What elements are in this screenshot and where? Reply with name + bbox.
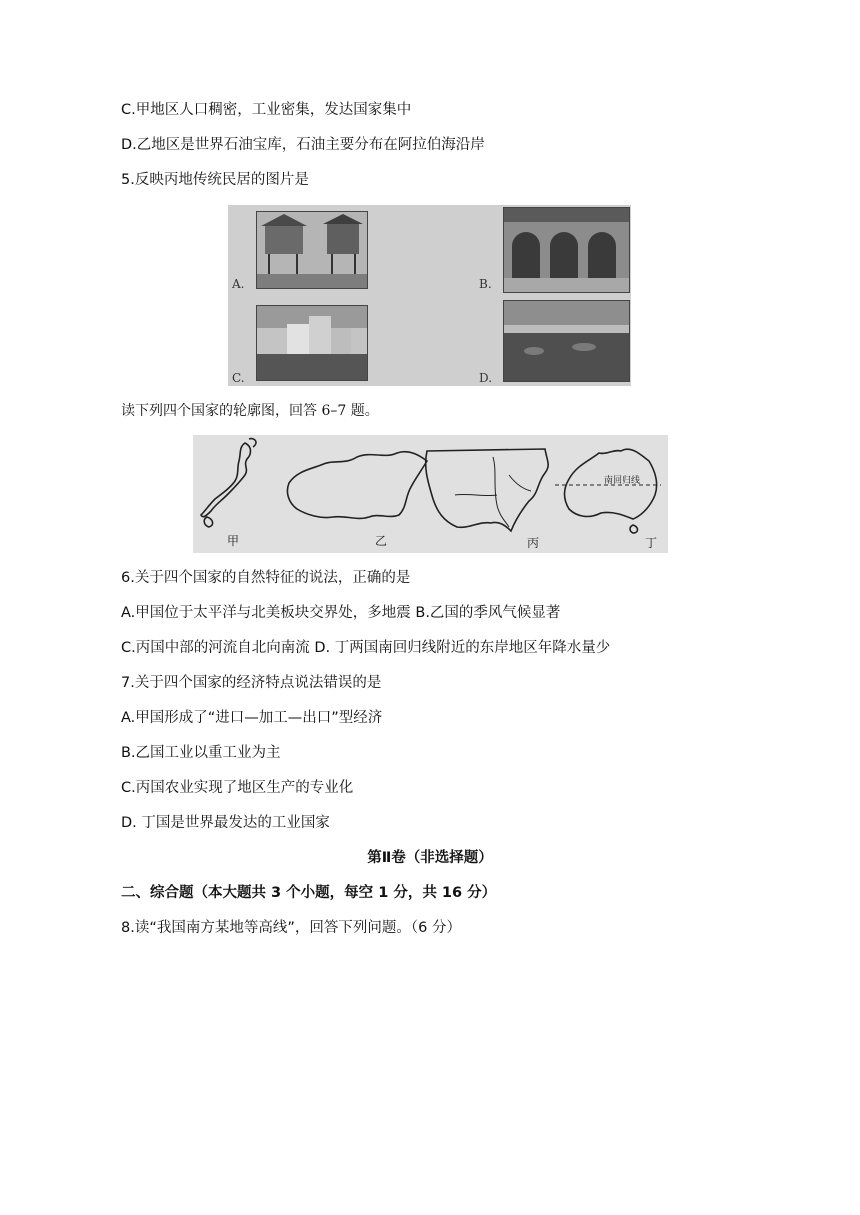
q5-photo-panel bbox=[228, 205, 631, 386]
q6-7-intro: 读下列四个国家的轮廓图，回答 6–7 题。 bbox=[121, 403, 379, 419]
q6-options-ab: A.甲国位于太平洋与北美板块交界处，多地震 B.乙国的季风气候显著 bbox=[121, 605, 561, 621]
q7-stem: 7.关于四个国家的经济特点说法错误的是 bbox=[121, 675, 382, 691]
photo-a-stilt-house bbox=[256, 211, 368, 289]
photo-d-label: D. bbox=[479, 371, 493, 385]
q8-stem: 8.读“我国南方某地等高线”，回答下列问题。（6 分） bbox=[121, 920, 461, 936]
photo-c-flat-roof-house bbox=[256, 305, 368, 381]
map-jia-outline bbox=[201, 439, 256, 527]
q7-option-c: C.丙国农业实现了地区生产的专业化 bbox=[121, 780, 354, 796]
photo-b-cave-dwelling bbox=[503, 207, 630, 293]
q4-option-c: C.甲地区人口稠密，工业密集，发达国家集中 bbox=[121, 102, 412, 118]
photo-a-label: A. bbox=[232, 277, 245, 291]
photo-c-label: C. bbox=[232, 371, 245, 385]
section-2-title: 第Ⅱ卷（非选择题） bbox=[367, 850, 493, 866]
q4-option-d: D.乙地区是世界石油宝库，石油主要分布在阿拉伯海沿岸 bbox=[121, 137, 485, 153]
photo-b-label: B. bbox=[479, 277, 492, 291]
q7-option-a: A.甲国形成了“进口—加工—出口”型经济 bbox=[121, 710, 383, 726]
part-2-heading: 二、综合题（本大题共 3 个小题，每空 1 分，共 16 分） bbox=[121, 885, 497, 901]
map-bing-outline bbox=[426, 449, 548, 531]
map-ding-label: 丁 bbox=[645, 536, 658, 550]
map-bing-label: 丙 bbox=[527, 536, 540, 550]
map-jia-label: 甲 bbox=[227, 534, 240, 548]
q6-stem: 6.关于四个国家的自然特征的说法，正确的是 bbox=[121, 570, 411, 586]
q7-option-d: D. 丁国是世界最发达的工业国家 bbox=[121, 815, 330, 831]
country-outline-maps bbox=[193, 435, 668, 553]
map-ding-outline bbox=[555, 449, 661, 533]
tropic-line-label: 南回归线 bbox=[604, 476, 641, 486]
photo-d-grassland bbox=[503, 300, 630, 382]
q6-options-cd: C.丙国中部的河流自北向南流 D. 丁两国南回归线附近的东岸地区年降水量少 bbox=[121, 640, 611, 656]
q5-stem: 5.反映丙地传统民居的图片是 bbox=[121, 172, 309, 188]
q7-option-b: B.乙国工业以重工业为主 bbox=[121, 745, 281, 761]
map-yi-outline bbox=[287, 452, 427, 519]
map-yi-label: 乙 bbox=[375, 534, 388, 548]
